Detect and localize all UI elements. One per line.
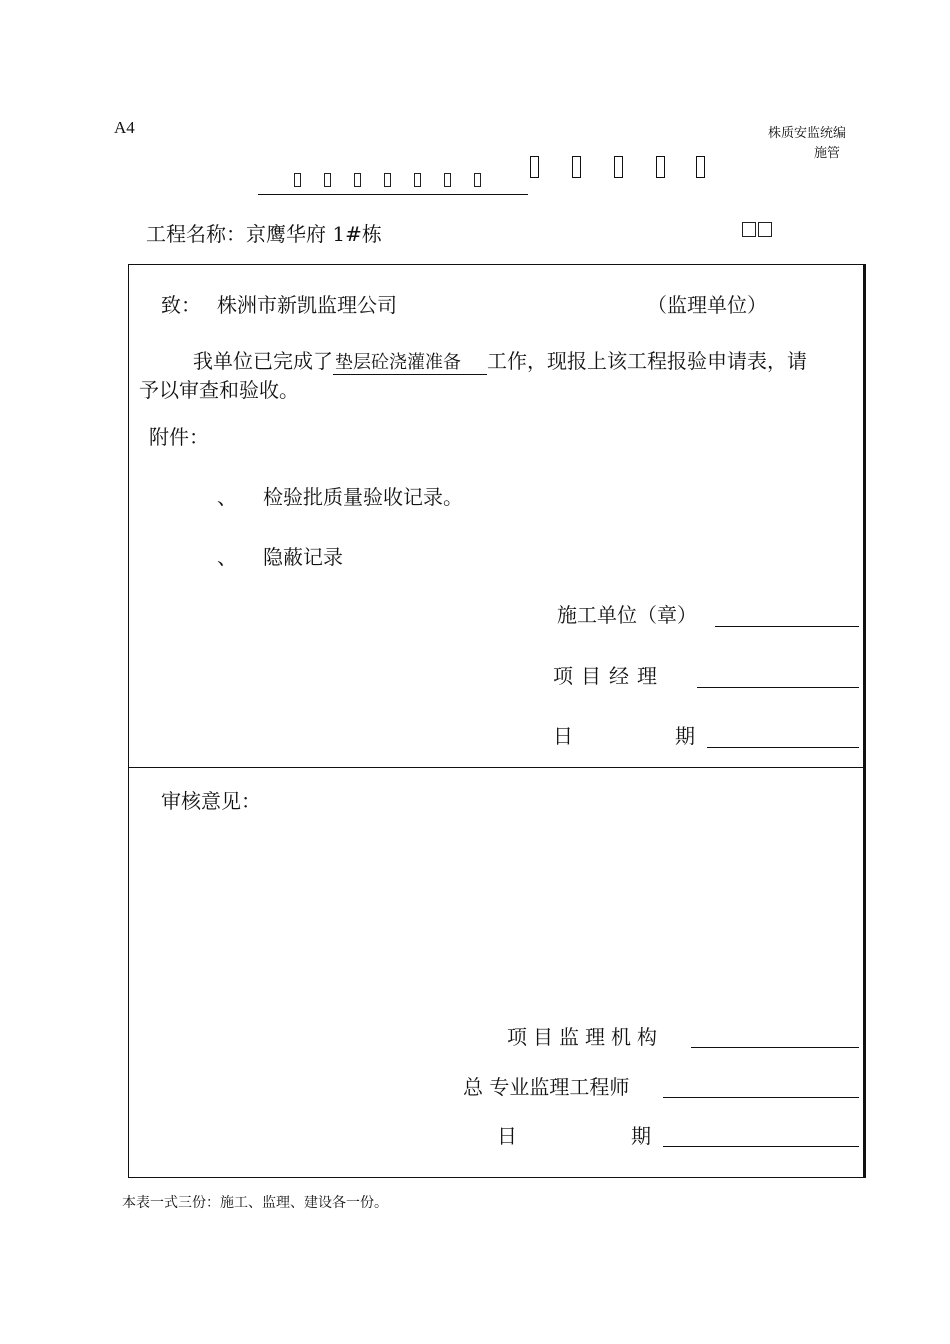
project-manager-signature-line[interactable]	[697, 687, 859, 688]
contractor-date-label-2: 期	[675, 724, 695, 748]
attachment-item: 隐蔽记录	[263, 545, 343, 569]
missing-glyph-icon	[614, 156, 623, 178]
form-code: A4	[114, 118, 135, 137]
form-table	[128, 264, 866, 1178]
missing-glyph-icon	[656, 156, 665, 178]
project-manager-label: 项目经理	[553, 664, 665, 688]
contractor-unit-label: 施工单位（章）	[557, 603, 697, 627]
supervisor-date-label-1: 日	[497, 1124, 517, 1148]
chief-engineer-signature-line[interactable]	[663, 1097, 859, 1098]
missing-glyph-icon	[354, 173, 361, 187]
missing-glyph-icon	[414, 173, 421, 187]
missing-glyph-icon	[324, 173, 331, 187]
supervisor-date-label-2: 期	[631, 1124, 651, 1148]
request-text-before: 我单位已完成了	[193, 349, 333, 373]
section-divider	[129, 767, 863, 768]
addressee-prefix: 致：	[161, 293, 201, 317]
missing-glyph-icon	[572, 156, 581, 178]
missing-glyph-icon	[530, 156, 539, 178]
work-item-field[interactable]: 垫层砼浇灌准备	[333, 348, 487, 375]
attachment-mark: 、	[217, 485, 237, 509]
supervision-org-signature-line[interactable]	[691, 1047, 859, 1048]
form-number-boxes	[742, 219, 772, 237]
chief-engineer-label: 总 专业监理工程师	[463, 1075, 630, 1099]
contractor-date-label-1: 日	[553, 724, 573, 748]
issuer-line-2: 施管	[814, 146, 841, 161]
missing-glyph-icon	[696, 156, 705, 178]
missing-glyph-icon	[384, 173, 391, 187]
review-opinion-label: 审核意见：	[161, 789, 261, 813]
issuer-line-1: 株质安监统编	[768, 126, 847, 141]
supervisor-date-line[interactable]	[663, 1146, 859, 1147]
request-text-after: 工作，现报上该工程报验申请表，请	[487, 349, 807, 373]
missing-glyph-icon	[294, 173, 301, 187]
issuer-note	[768, 124, 846, 164]
attachments-label: 附件：	[149, 425, 209, 449]
checkbox-icon	[758, 222, 772, 237]
addressee-role: （监理单位）	[647, 293, 767, 317]
addressee-company: 株洲市新凯监理公司	[217, 293, 397, 317]
project-name: 工程名称：京鹰华府 1#栋	[146, 222, 382, 246]
supervision-org-label: 项目监理机构	[507, 1025, 663, 1049]
request-line-2: 予以审查和验收。	[139, 378, 299, 402]
contractor-signature-line[interactable]	[715, 626, 859, 627]
title-unrendered-glyphs-left	[258, 170, 528, 195]
contractor-date-line[interactable]	[707, 747, 859, 748]
title-unrendered-glyphs-right	[528, 154, 718, 180]
request-line-1	[193, 345, 807, 375]
missing-glyph-icon	[474, 173, 481, 187]
footnote: 本表一式三份：施工、监理、建设各一份。	[122, 1195, 388, 1211]
attachment-mark: 、	[217, 545, 237, 569]
attachment-item: 检验批质量验收记录。	[263, 485, 463, 509]
missing-glyph-icon	[444, 173, 451, 187]
checkbox-icon	[742, 222, 756, 237]
